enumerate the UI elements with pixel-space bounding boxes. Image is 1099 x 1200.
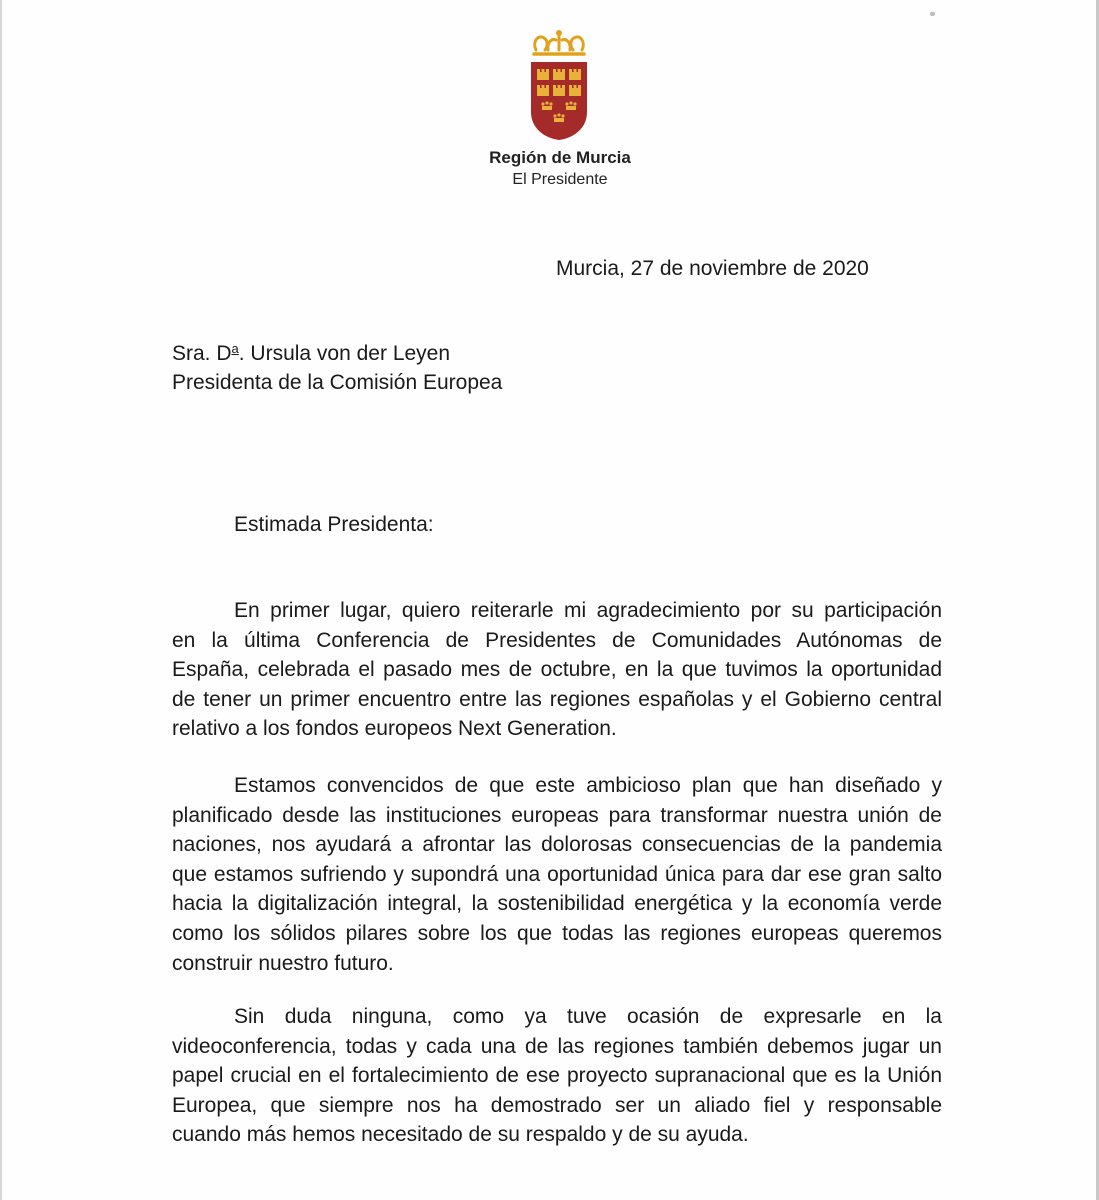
paragraph-3	[172, 1002, 942, 1150]
paragraph-line: Europea, que siempre nos ha demostrado ser un aliado fiel y responsable	[172, 1093, 942, 1117]
paragraph-line: construir nuestro futuro.	[172, 951, 394, 975]
paragraph-line: que estamos sufriendo y supondrá una oportunidad única para dar ese gran salto	[172, 862, 942, 886]
recipient-name-prefix: Sra. D	[172, 342, 232, 365]
recipient-name-text: . Ursula von der Leyen	[238, 342, 451, 365]
date-line: Murcia, 27 de noviembre de 2020	[556, 257, 869, 280]
paragraph-line: En primer lugar, quiero reiterarle mi agradecimiento por su participación	[234, 599, 942, 622]
paragraph-line: como los sólidos pilares sobre los que todas las regiones europeas queremos	[172, 921, 942, 945]
recipient-block	[172, 339, 502, 397]
paragraph-line: España, celebrada el pasado mes de octubre, en la que tuvimos la oportunidad	[172, 658, 942, 682]
coat-of-arms-emblem	[528, 28, 590, 142]
letterhead-office: El Presidente	[512, 171, 608, 188]
paragraph-2	[172, 771, 942, 978]
page-left-edge	[0, 0, 2, 1200]
paragraph-line: hacia la digitalización integral, la sostenibilidad energética y la economía verde	[172, 892, 942, 916]
paragraph-line: en la última Conferencia de Presidentes de Comunidades Autónomas de	[172, 628, 942, 652]
crown-icon	[534, 36, 584, 54]
recipient-title: Presidenta de la Comisión Europea	[172, 371, 503, 394]
paragraph-line: papel crucial en el fortalecimiento de ese proyecto supranacional que es la Unión	[172, 1064, 942, 1088]
paragraph-line: de tener un primer encuentro entre las regiones españolas y el Gobierno central	[172, 687, 942, 711]
paragraph-line: Sin duda ninguna, como ya tuve ocasión de expresarle en la	[234, 1005, 942, 1028]
paragraph-line: naciones, nos ayudará a afrontar las dolorosas consecuencias de la pandemia	[172, 833, 942, 857]
paragraph-line: planificado desde las instituciones europeas para transformar nuestra unión de	[172, 803, 942, 827]
scan-speck	[930, 12, 935, 16]
recipient-name	[172, 339, 502, 368]
paragraph-line: relativo a los fondos europeos Next Generation.	[172, 717, 617, 741]
paragraph-line: cuando más hemos necesitado de su respaldo y de su ayuda.	[172, 1123, 749, 1147]
letterhead-institution: Región de Murcia	[489, 148, 631, 167]
recipient-name-superscript: a	[231, 341, 239, 356]
salutation: Estimada Presidenta:	[234, 513, 434, 536]
paragraph-line: Estamos convencidos de que este ambicioso plan que han diseñado y	[234, 774, 942, 797]
paragraph-1	[172, 596, 942, 744]
paragraph-line: videoconferencia, todas y cada una de las regiones también debemos jugar un	[172, 1034, 942, 1058]
letterhead	[440, 148, 680, 190]
